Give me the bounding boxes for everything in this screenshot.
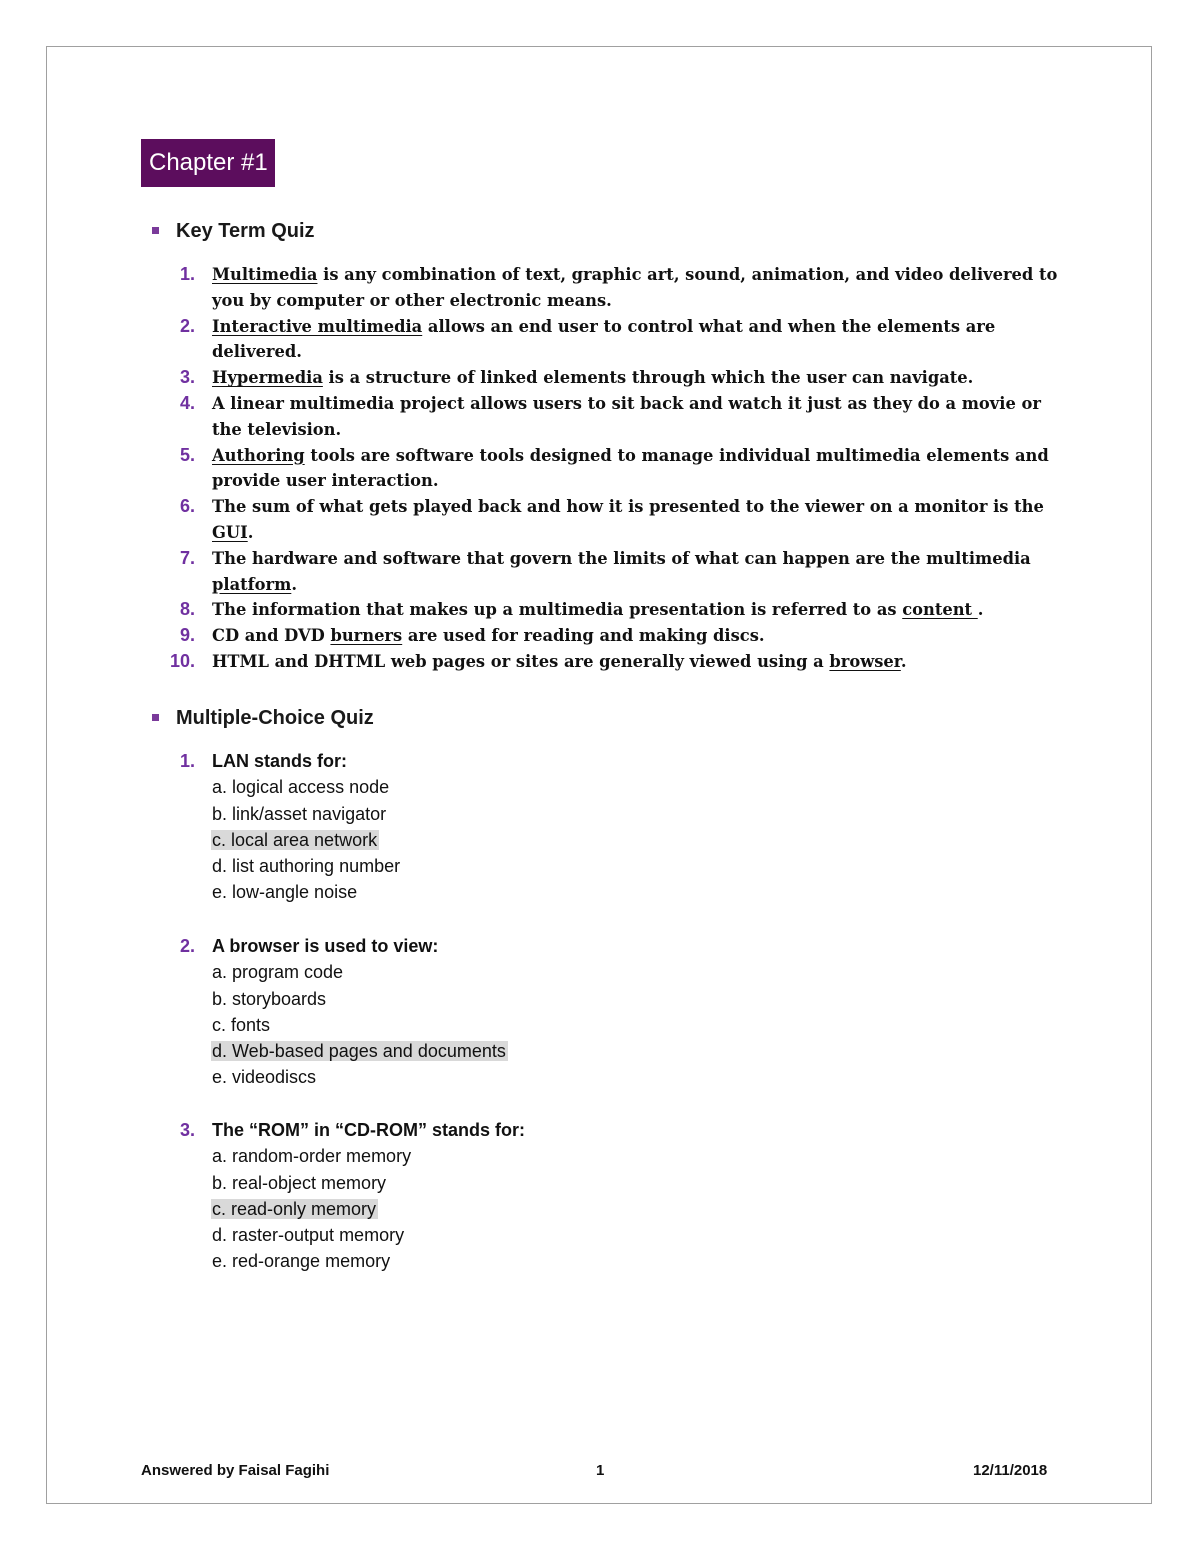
- key-term-item: [179, 546, 1062, 598]
- item-number: 7.: [179, 547, 195, 568]
- key-term-item: [179, 623, 1062, 649]
- option-text: c. fonts: [212, 1014, 271, 1035]
- item-text: CD and DVD: [212, 626, 331, 646]
- answer-option: [212, 774, 912, 800]
- item-number: 6.: [179, 496, 195, 517]
- mcq-question-3: [179, 1117, 912, 1275]
- answer-option: [212, 1248, 912, 1274]
- answer-option: [212, 853, 912, 879]
- item-number: 1.: [179, 264, 195, 284]
- item-text: .: [291, 574, 297, 594]
- item-text: The hardware and software that govern the limits of what can happen are the multimedia: [212, 548, 1031, 568]
- key-term-item: [179, 597, 1062, 623]
- footer-page-number: 1: [596, 1462, 605, 1479]
- key-term-answer: Hypermedia: [212, 368, 323, 388]
- footer-author: Answered by Faisal Fagihi: [141, 1462, 330, 1479]
- key-term-item: [179, 391, 1062, 443]
- mcq-question-2: [179, 933, 912, 1091]
- answer-option: [212, 1143, 912, 1169]
- answer-option: [212, 801, 912, 827]
- answer-option-highlighted: [212, 1196, 912, 1222]
- question-number: 1.: [179, 751, 195, 771]
- item-text: The sum of what gets played back and how it is presented to the viewer on a monitor is the: [212, 497, 1044, 517]
- item-text: is any combination of text, graphic art, sound, animation, and video delivered to you by computer or other electronic means.: [212, 265, 1058, 310]
- key-term-answer: burners: [330, 626, 403, 646]
- key-term-item: [179, 262, 1062, 314]
- key-term-item: [169, 649, 1062, 675]
- key-term-item: [179, 494, 1062, 546]
- key-term-answer: Authoring: [212, 445, 305, 465]
- item-text: is a structure of linked elements through which the user can navigate.: [322, 368, 974, 388]
- item-number: 8.: [179, 599, 195, 620]
- answer-option-highlighted: [212, 1038, 912, 1064]
- option-text: d. Web-based pages and documents: [212, 1041, 506, 1062]
- footer-date: 12/11/2018: [973, 1462, 1048, 1479]
- item-text: are used for reading and making discs.: [402, 626, 765, 646]
- key-term-item: [179, 443, 1062, 495]
- item-text: A linear multimedia project allows users to sit back and watch it just as they do a movie or the television.: [212, 393, 1041, 439]
- key-term-answer: content: [902, 600, 978, 620]
- item-number: 3.: [179, 367, 195, 388]
- option-text: d. list authoring number: [212, 856, 401, 877]
- item-number: 2.: [179, 315, 195, 336]
- key-term-answer: GUI: [212, 522, 248, 542]
- item-text: HTML and DHTML web pages or sites are generally viewed using a: [212, 651, 830, 671]
- question-label: LAN stands for:: [212, 751, 347, 771]
- item-number: 9.: [179, 625, 195, 646]
- item-number: 10.: [169, 650, 195, 671]
- option-text: b. link/asset navigator: [212, 803, 387, 824]
- question-label: A browser is used to view:: [212, 936, 439, 956]
- question-label: The “ROM” in “CD-ROM” stands for:: [212, 1120, 525, 1140]
- key-term-answer: Interactive multimedia: [212, 316, 423, 336]
- item-number: 5.: [179, 444, 195, 465]
- question-number: 3.: [179, 1120, 195, 1140]
- key-term-item: [179, 314, 1062, 366]
- answer-option: [212, 1222, 912, 1248]
- option-text: a. program code: [212, 962, 344, 983]
- option-text: e. low-angle noise: [212, 882, 358, 903]
- option-text: c. read-only memory: [212, 1198, 377, 1219]
- key-term-answer: browser: [829, 651, 901, 671]
- answer-option: [212, 1170, 912, 1196]
- item-number: 4.: [179, 392, 195, 413]
- item-text: The information that makes up a multimedia presentation is referred to as: [212, 600, 903, 620]
- square-bullet-icon: [152, 227, 159, 234]
- question-text: [179, 748, 912, 774]
- item-text: .: [247, 522, 254, 542]
- key-term-list: [169, 262, 1062, 675]
- option-text: e. videodiscs: [212, 1067, 317, 1088]
- multiple-choice-quiz-title: Multiple-Choice Quiz: [176, 707, 374, 729]
- answer-option-highlighted: [212, 827, 912, 853]
- answer-option: [212, 986, 912, 1012]
- answer-option: [212, 879, 912, 905]
- question-text: [179, 933, 912, 959]
- chapter-heading: Chapter #1: [141, 139, 275, 187]
- item-text: tools are software tools designed to manage individual multimedia elements and provide user interaction.: [212, 445, 1049, 491]
- option-text: e. red-orange memory: [212, 1251, 391, 1272]
- answer-option: [212, 1064, 912, 1090]
- square-bullet-icon: [152, 714, 159, 721]
- item-text: .: [977, 600, 984, 620]
- question-number: 2.: [179, 936, 195, 956]
- answer-option: [212, 1012, 912, 1038]
- key-term-answer: Multimedia: [212, 265, 318, 284]
- option-text: b. storyboards: [212, 988, 327, 1009]
- mcq-question-1: [179, 748, 912, 906]
- option-text: a. random-order memory: [212, 1146, 412, 1167]
- item-text: allows an end user to control what and when the elements are delivered.: [212, 316, 996, 362]
- option-text: c. local area network: [212, 829, 378, 850]
- question-text: [179, 1117, 912, 1143]
- key-term-item: [179, 365, 1062, 391]
- option-text: b. real-object memory: [212, 1172, 387, 1193]
- key-term-quiz-title: Key Term Quiz: [176, 220, 315, 242]
- item-text: .: [900, 651, 907, 671]
- option-text: a. logical access node: [212, 777, 390, 798]
- option-text: d. raster-output memory: [212, 1225, 405, 1246]
- answer-option: [212, 959, 912, 985]
- key-term-answer: platform: [212, 574, 292, 594]
